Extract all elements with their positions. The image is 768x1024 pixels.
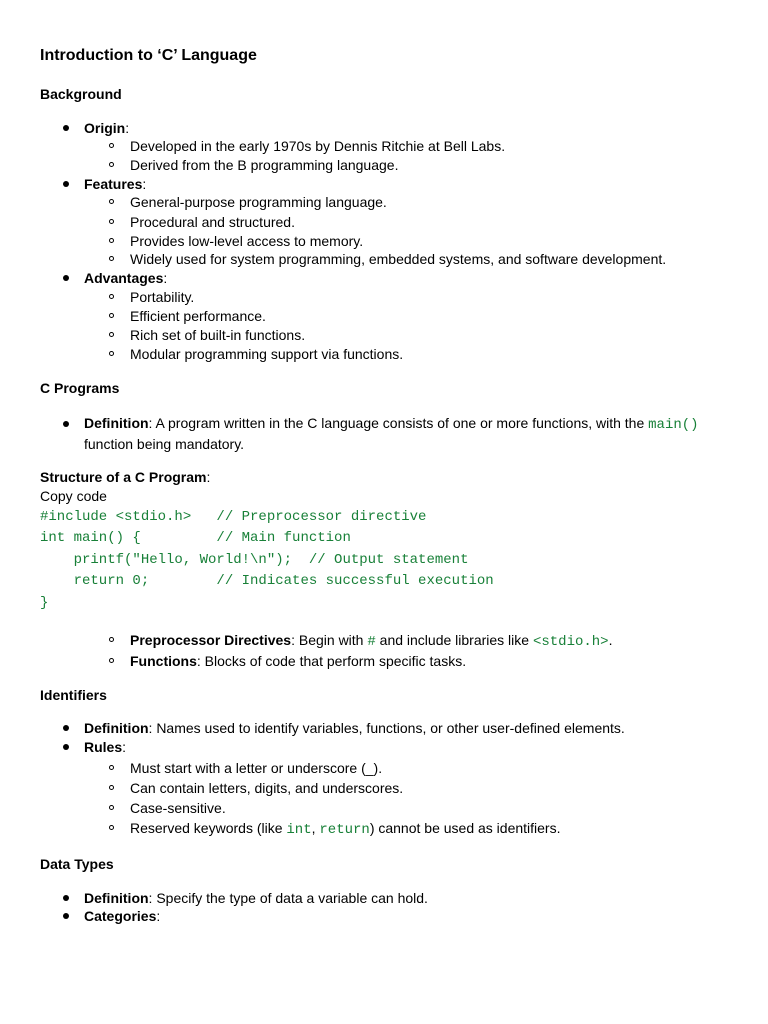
text: : Blocks of code that perform specific tasks. bbox=[196, 653, 467, 669]
code-line: int main() { // Main function bbox=[40, 530, 351, 546]
text: : A program written in the C language consists of one or more functions, with the bbox=[148, 415, 649, 431]
text: Reserved keywords (like bbox=[130, 820, 287, 836]
bullet-circle bbox=[109, 765, 114, 770]
label-definition: Definition bbox=[84, 415, 149, 431]
colon: : bbox=[122, 739, 127, 755]
list-item-functions bbox=[130, 652, 466, 670]
text: . bbox=[608, 632, 613, 648]
list-item: Rich set of built-in functions. bbox=[130, 327, 306, 343]
list-item: Must start with a letter or underscore (_). bbox=[130, 760, 383, 776]
text: ) cannot be used as identifiers. bbox=[369, 820, 561, 836]
bullet-circle bbox=[109, 162, 114, 167]
bullet-disc bbox=[63, 125, 69, 131]
bullet-disc bbox=[63, 725, 69, 731]
list-item-origin bbox=[84, 119, 129, 137]
heading-background: Background bbox=[40, 86, 122, 102]
label-definition: Definition bbox=[84, 890, 149, 906]
label-features: Features bbox=[84, 176, 143, 192]
colon: : bbox=[163, 270, 168, 286]
code-line: return 0; // Indicates successful execution bbox=[40, 573, 494, 589]
bullet-circle bbox=[109, 637, 114, 642]
list-item: Efficient performance. bbox=[130, 308, 266, 324]
list-item-definition bbox=[84, 889, 428, 907]
bullet-circle bbox=[109, 351, 114, 356]
bullet-disc bbox=[63, 913, 69, 919]
list-item: Provides low-level access to memory. bbox=[130, 233, 364, 249]
bullet-disc bbox=[63, 744, 69, 750]
bullet-circle bbox=[109, 825, 114, 830]
inline-code-return: return bbox=[319, 822, 370, 838]
colon: : bbox=[156, 908, 161, 924]
inline-code-stdio: <stdio.h> bbox=[532, 634, 609, 650]
inline-code-hash: # bbox=[367, 634, 376, 650]
code-line: } bbox=[40, 595, 49, 611]
label-preprocessor: Preprocessor Directives bbox=[130, 632, 292, 648]
label-rules: Rules bbox=[84, 739, 123, 755]
label-functions: Functions bbox=[130, 653, 197, 669]
bullet-circle bbox=[109, 219, 114, 224]
bullet-circle bbox=[109, 785, 114, 790]
list-item: Modular programming support via functions. bbox=[130, 346, 404, 362]
colon: : bbox=[142, 176, 147, 192]
list-item: Case-sensitive. bbox=[130, 800, 226, 816]
text: : Specify the type of data a variable can hold. bbox=[148, 890, 428, 906]
structure-label bbox=[40, 468, 210, 486]
bullet-circle bbox=[109, 332, 114, 337]
bullet-disc bbox=[63, 421, 69, 427]
bullet-disc bbox=[63, 895, 69, 901]
list-item-features bbox=[84, 175, 146, 193]
list-item: Widely used for system programming, embedded systems, and software development. bbox=[130, 251, 667, 267]
label-structure: Structure of a C Program bbox=[40, 469, 207, 485]
bullet-circle bbox=[109, 294, 114, 299]
copy-code-button[interactable]: Copy code bbox=[40, 488, 107, 504]
bullet-circle bbox=[109, 199, 114, 204]
bullet-circle bbox=[109, 238, 114, 243]
list-item: Procedural and structured. bbox=[130, 214, 295, 230]
text: function being mandatory. bbox=[84, 436, 245, 452]
list-item-advantages bbox=[84, 269, 167, 287]
heading-c-programs: C Programs bbox=[40, 380, 120, 396]
colon: : bbox=[206, 469, 211, 485]
list-item: Can contain letters, digits, and underscores. bbox=[130, 780, 404, 796]
list-item: General-purpose programming language. bbox=[130, 194, 387, 210]
bullet-disc bbox=[63, 275, 69, 281]
document-title: Introduction to ‘C’ Language bbox=[40, 47, 257, 64]
list-item-rules bbox=[84, 738, 126, 756]
list-item-preprocessor bbox=[130, 631, 612, 651]
label-advantages: Advantages bbox=[84, 270, 164, 286]
list-item: Developed in the early 1970s by Dennis Ritchie at Bell Labs. bbox=[130, 138, 506, 154]
bullet-circle bbox=[109, 805, 114, 810]
bullet-circle bbox=[109, 658, 114, 663]
label-definition: Definition bbox=[84, 720, 149, 736]
colon: : bbox=[125, 120, 130, 136]
bullet-circle bbox=[109, 143, 114, 148]
list-item-definition bbox=[84, 414, 724, 454]
list-item-categories bbox=[84, 907, 160, 925]
bullet-circle bbox=[109, 256, 114, 261]
code-line: printf("Hello, World!\n"); // Output statement bbox=[40, 552, 469, 568]
heading-data-types: Data Types bbox=[40, 856, 114, 872]
list-item-definition bbox=[84, 719, 625, 737]
text: : Begin with bbox=[291, 632, 368, 648]
code-line: #include <stdio.h> // Preprocessor directive bbox=[40, 509, 427, 525]
inline-code-main: main() bbox=[648, 417, 699, 433]
text: , bbox=[311, 820, 320, 836]
text: and include libraries like bbox=[375, 632, 533, 648]
list-item-reserved bbox=[130, 819, 560, 839]
bullet-disc bbox=[63, 181, 69, 187]
list-item: Portability. bbox=[130, 289, 195, 305]
bullet-circle bbox=[109, 313, 114, 318]
list-item: Derived from the B programming language. bbox=[130, 157, 399, 173]
text: : Names used to identify variables, functions, or other user-defined elements. bbox=[148, 720, 625, 736]
label-categories: Categories bbox=[84, 908, 157, 924]
heading-identifiers: Identifiers bbox=[40, 687, 107, 703]
label-origin: Origin bbox=[84, 120, 126, 136]
inline-code-int: int bbox=[286, 822, 312, 838]
